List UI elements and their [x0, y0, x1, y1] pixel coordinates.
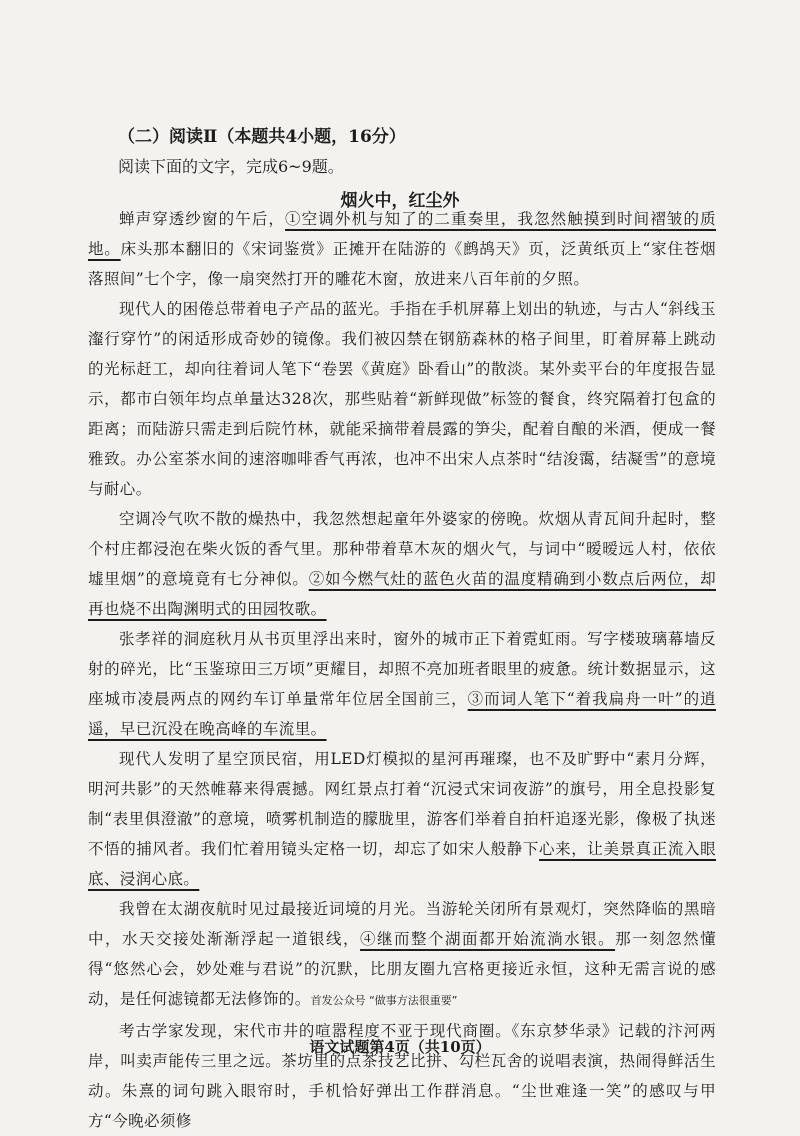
paragraph-text: 空调冷气吹不散的燥热中，我忽然想起童年外婆家的傍晚。炊烟从青瓦间升起时，整个村庄都浸泡在柴火饭的香气里。那种带着草木灰的烟火气，与词中“暧暧远人村，依依墟里烟”的意境竟有七分神似。: [88, 510, 716, 588]
section-title: （二）阅读Ⅱ（本题共4小题，16分）: [118, 127, 406, 147]
paragraph-text: 现代人发明了星空顶民宿，用LED灯模拟的星河再璀璨，也不及旷野中“素月分辉，明河共影”的天然帷幕来得震撼。网红景点打着“沉浸式宋词夜游”的旗号，用全息投影复制“表里俱澄澈”的意境，喷雾机制造的朦胧里，游客们举着自拍杆追逐光影，像极了执迷不悟的捕风者。我们忙着用镜头定格一切，却忘了如宋人般静下: [88, 750, 716, 858]
reading-instruction: 阅读下面的文字，完成6~9题。: [118, 157, 344, 176]
underlined-sentence-1: ①空调外机与知了的二重奏里，我忽然触摸到时间褶皱的质地。: [88, 210, 716, 258]
underlined-sentence-4: ④继而整个湖面都开始流淌水银。: [360, 930, 616, 948]
paragraph-text: 蝉声穿透纱窗的午后，: [119, 210, 286, 228]
paragraph-2: [88, 294, 716, 504]
underlined-sentence-5: 心来，让美景真正流入眼底、浸润心底。: [88, 840, 717, 888]
page-footer: 语文试题第4页（共10页）: [309, 1038, 491, 1056]
paragraph-6: [88, 894, 716, 1016]
paragraph-5: [88, 744, 716, 894]
paragraph-4: [88, 624, 716, 744]
article-body: [88, 204, 716, 1136]
paragraph-text: 张孝祥的洞庭秋月从书页里浮出来时，窗外的城市正下着霓虹雨。写字楼玻璃幕墙反射的碎光，比“玉鉴琼田三万顷”更耀目，却照不亮加班者眼里的疲惫。统计数据显示，这座城市凌晨两点的网约车订单量常年位居全国前三，: [88, 630, 716, 708]
underlined-sentence-2: ②如今燃气灶的蓝色火苗的温度精确到小数点后两位，却再也烧不出陶渊明式的田园牧歌。: [88, 570, 716, 618]
article-title: 烟火中，红尘外: [340, 191, 460, 211]
paragraph-text: 床头那本翻旧的《宋词鉴赏》正摊开在陆游的《鹧鸪天》页，泛黄纸页上“家住苍烟落照间”七个字，像一扇突然打开的雕花木窗，放进来八百年前的夕照。: [88, 240, 716, 288]
paragraph-text: 考古学家发现，宋代市井的喧嚣程度不亚于现代商圈。《东京梦华录》记载的汴河两岸，叫卖声能传三里之远。茶坊里的点茶技艺比拼、勾栏瓦舍的说唱表演，热闹得鲜活生动。朱熹的词句跳入眼帘时，手机恰好弹出工作群消息。“尘世难逢一笑”的感叹与甲方“今晚必须修: [88, 1022, 716, 1130]
paragraph-text: 现代人的困倦总带着电子产品的蓝光。手指在手机屏幕上划出的轨迹，与古人“斜线玉瀣行穿竹”的闲适形成奇妙的镜像。我们被囚禁在钢筋森林的格子间里，盯着屏幕上跳动的光标赶工，却向往着词人笔下“卷罢《黄庭》卧看山”的散淡。某外卖平台的年度报告显示，都市白领年均点单量达328次，那些贴着“新鲜现做”标签的餐食，终究隔着打包盒的距离；而陆游只需走到后院竹林，就能采摘带着晨露的笋尖，配着自酿的米酒，便成一餐雅致。办公室茶水间的速溶咖啡香气再浓，也冲不出宋人点茶时“结浚霭，结凝雪”的意境与耐心。: [88, 300, 716, 498]
paragraph-3: [88, 504, 716, 624]
watermark-note: 首发公众号 “做事方法很重要”: [310, 994, 458, 1007]
paragraph-7: [88, 1016, 716, 1136]
paragraph-text: 我曾在太湖夜航时见过最接近词境的月光。当游轮关闭所有景观灯，突然降临的黑暗中，水天交接处渐渐浮起一道银线，: [88, 900, 716, 948]
paragraph-1: [88, 204, 716, 294]
paragraph-text: 那一刻忽然懂得“悠然心会，妙处难与君说”的沉默，比朋友圈九宫格更接近永恒，这种无需言说的感动，是任何滤镜都无法修饰的。: [88, 930, 716, 1008]
underlined-sentence-3: ③而词人笔下“着我扁舟一叶”的逍遥，早已沉没在晚高峰的车流里。: [88, 690, 717, 738]
